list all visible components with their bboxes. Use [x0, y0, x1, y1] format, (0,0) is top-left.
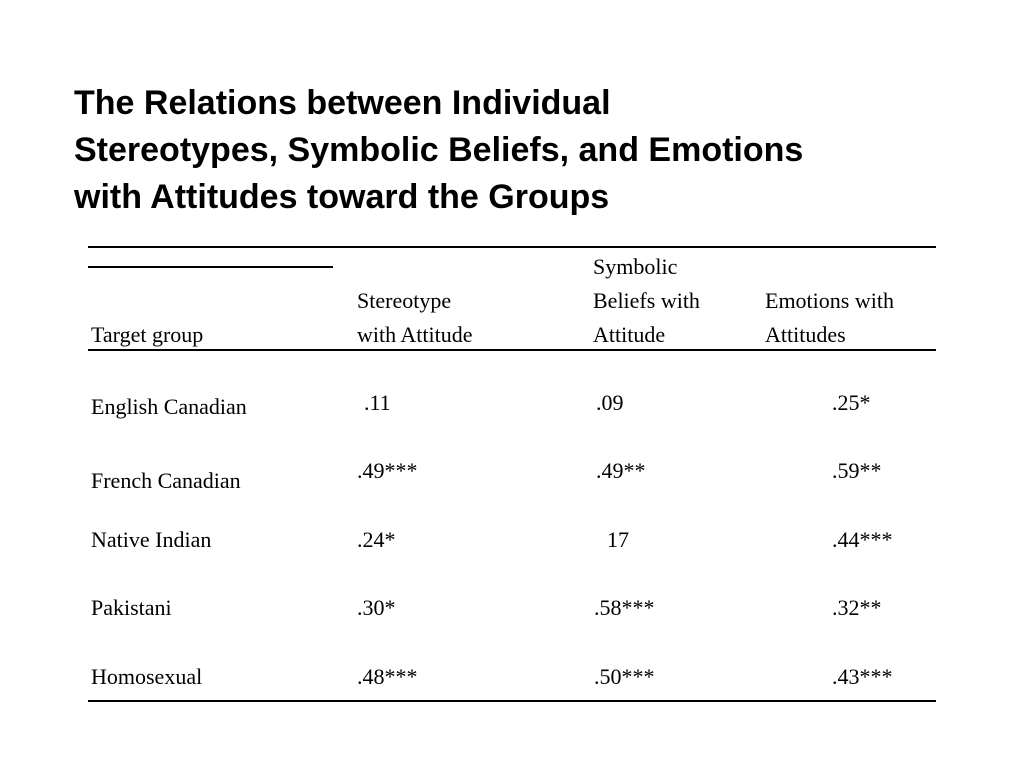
- header-emotions-line-2: Attitudes: [765, 322, 846, 347]
- table-row-stereotype: .30*: [357, 595, 396, 620]
- table-row-group: Pakistani: [91, 595, 172, 620]
- table-row-stereotype: .49***: [357, 458, 418, 483]
- page-title: [74, 80, 974, 221]
- header-symbolic-line-2: Beliefs with: [593, 288, 700, 313]
- table-row-emotions: .43***: [832, 664, 893, 689]
- header-target-group: Target group: [91, 322, 204, 347]
- table-row-group: English Canadian: [91, 394, 247, 419]
- table-row-stereotype: .11: [364, 390, 391, 415]
- header-emotions-line-1: Emotions with: [765, 288, 894, 313]
- table-row-symbolic: .49**: [596, 458, 646, 483]
- table-row-emotions: .32**: [832, 595, 882, 620]
- title-line-1: The Relations between Individual: [74, 84, 611, 122]
- table-row-emotions: .59**: [832, 458, 882, 483]
- table-row-stereotype: .48***: [357, 664, 418, 689]
- target-group-short-rule: [88, 266, 333, 268]
- title-line-3: with Attitudes toward the Groups: [74, 178, 610, 216]
- title-line-2: Stereotypes, Symbolic Beliefs, and Emotions: [74, 131, 804, 169]
- table-row-group: French Canadian: [91, 468, 241, 493]
- header-stereotype-line-1: Stereotype: [357, 288, 452, 313]
- table-row-symbolic: .09: [596, 390, 624, 415]
- table-row-stereotype: .24*: [357, 527, 396, 552]
- table-row-symbolic: 17: [607, 527, 629, 552]
- table-row-symbolic: .58***: [594, 595, 655, 620]
- table-top-rule: [88, 246, 936, 248]
- header-symbolic-line-1: Symbolic: [593, 254, 678, 279]
- header-stereotype-line-2: with Attitude: [357, 322, 473, 347]
- header-symbolic-line-3: Attitude: [593, 322, 666, 347]
- table-row-group: Homosexual: [91, 664, 203, 689]
- table-row-symbolic: .50***: [594, 664, 655, 689]
- table-row-group: Native Indian: [91, 527, 212, 552]
- table-row-emotions: .25*: [832, 390, 871, 415]
- table-bottom-rule: [88, 700, 936, 702]
- table-row-emotions: .44***: [832, 527, 893, 552]
